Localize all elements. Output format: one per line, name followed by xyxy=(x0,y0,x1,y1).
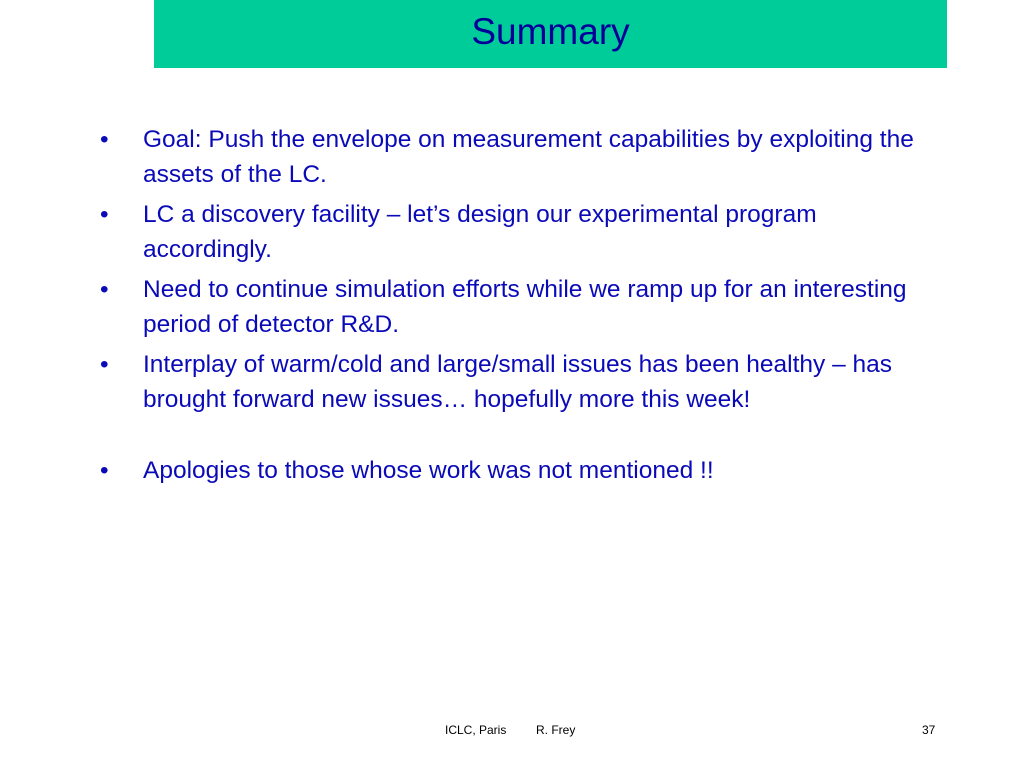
bullet-item-discovery xyxy=(100,197,950,267)
bullet-marker: • xyxy=(100,201,109,228)
bullet-item-apologies xyxy=(100,453,950,488)
bullet-text: LC a discovery facility – let’s design our experimental program accordingly. xyxy=(143,201,817,263)
bullet-marker: • xyxy=(100,126,109,153)
footer-event: ICLC, Paris xyxy=(445,723,507,737)
bullet-text: Interplay of warm/cold and large/small issues has been healthy – has brought forward new issues… hopefully more this week! xyxy=(143,351,893,413)
title-bar xyxy=(154,0,947,68)
slide-title: Summary xyxy=(471,11,630,52)
bullet-marker: • xyxy=(100,457,109,484)
bullet-text: Goal: Push the envelope on measurement capabilities by exploiting the assets of the LC. xyxy=(143,126,914,188)
bullet-text: Need to continue simulation efforts while we ramp up for an interesting period of detector R&D. xyxy=(143,276,907,338)
footer-author: R. Frey xyxy=(536,723,576,737)
bullet-item-simulation xyxy=(100,272,950,342)
bullet-item-goal xyxy=(100,122,950,192)
footer-page-number: 37 xyxy=(922,723,936,737)
bullet-list xyxy=(100,122,950,493)
bullet-marker: • xyxy=(100,276,109,303)
bullet-text: Apologies to those whose work was not mentioned !! xyxy=(143,457,714,484)
bullet-item-interplay xyxy=(100,347,950,417)
bullet-marker: • xyxy=(100,351,109,378)
